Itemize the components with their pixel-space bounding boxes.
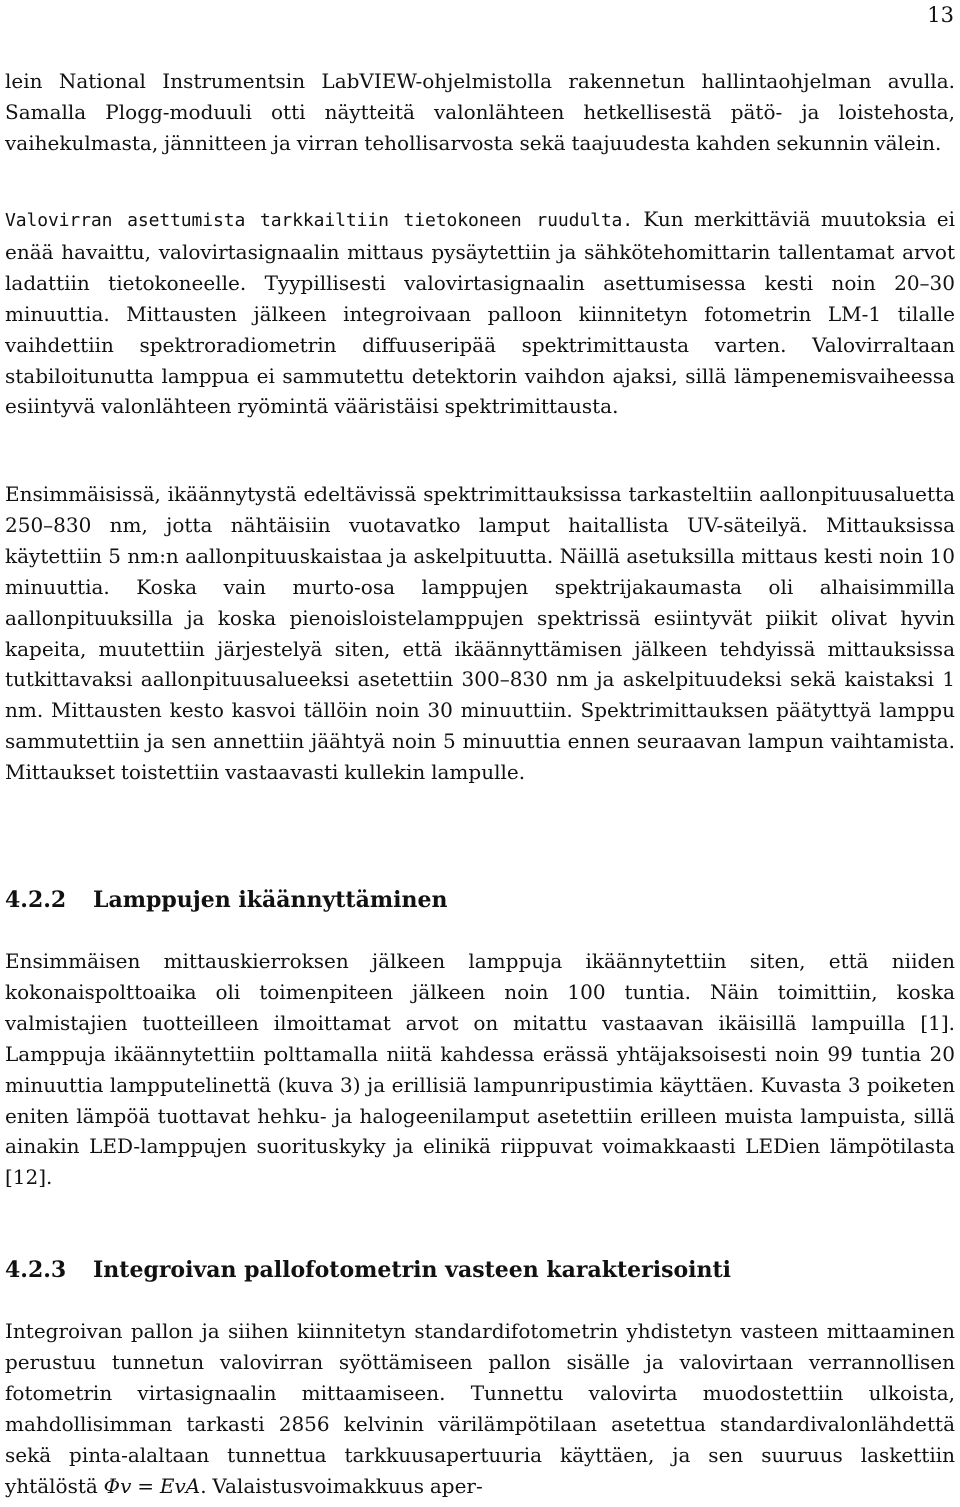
monospace-sentence: Valovirran asettumista tarkkailtiin tietokoneen ruudulta. [5,210,634,231]
paragraph-sphere-text: Integroivan pallon ja siihen kiinnitetyn standardifotometrin yhdistetyn vasteen mittaaminen perustuu tunnetun valovirran syöttämiseen pallon sisälle ja valovirtaan verrannollisen fotometrin virtasignaalin mittaamiseen. Tunnettu valovirta muodostettiin ulkoista, mahdollisimman tarkasti 2856 kelvinin värilämpötilaan asetettua standardivalonlähdettä sekä pinta-alaltaan tunnettua tarkkuusapertuuria käyttäen, ja sen suuruus laskettiin yhtälöstä [5,1319,955,1498]
section-heading-4-2-3 [5,1255,731,1285]
formula: Φv = EvA [103,1473,201,1498]
paragraph-sphere-response [5,1316,955,1501]
paragraph-settling [5,204,955,422]
section-number: 4.2.3 [5,1257,67,1283]
section-heading-4-2-2 [5,885,447,915]
paragraph-sphere-tail: . Valaistusvoimakkuus aper- [200,1473,483,1498]
page-number: 13 [927,3,954,27]
section-number: 4.2.2 [5,887,67,913]
paragraph-aging: Ensimmäisen mittauskierroksen jälkeen lamppuja ikäännytettiin siten, että niiden kokonaispolttoaika oli toimenpiteen jälkeen noin 100 tuntia. Näin toimittiin, koska valmistajien tuotteilleen ilmoittamat arvot on mitattu vastaavan ikäisillä lampuilla [1]. Lamppuja ikäännytettiin polttamalla niitä kahdessa erässä yhtäjaksoisesti noin 99 tuntia 20 minuuttia lampputelinettä (kuva 3) ja erillisiä lampunripustimia käyttäen. Kuvasta 3 poiketen eniten lämpöä tuottavat hehku- ja halogeenilamput asetettiin erilleen muista lampuista, sillä ainakin LED-lamppujen suorituskyky ja elinikä riippuvat voimakkaasti LEDien lämpötilasta [12]. [5,949,955,1190]
paragraph-labview: lein National Instrumentsin LabVIEW-ohjelmistolla rakennetun hallintaohjelman avulla. Samalla Plogg-moduuli otti näytteitä valonlähteen hetkellisestä pätö- ja loistehosta, vaihekulmasta, jännitteen ja virran tehollisarvosta sekä taajuudesta kahden sekunnin välein. [5,69,955,155]
section-title: Integroivan pallofotometrin vasteen karakterisointi [93,1257,732,1283]
section-title: Lamppujen ikäännyttäminen [93,887,448,913]
paragraph-settling-rest: Kun merkittäviä muutoksia ei enää havaittu, valovirtasignaalin mittaus pysäytettiin ja sähkötehomittarin tallentamat arvot ladattiin tietokoneelle. Tyypillisesti valovirtasignaalin asettumisessa kesti noin 20–30 minuuttia. Mittausten jälkeen integroivaan palloon kiinnitetyn fotometrin LM-1 tilalle vaihdettiin spektroradiometrin diffuuseripää spektrimittausta varten. Valovirraltaan stabiloitunutta lamppua ei sammutettu detektorin vaihdon ajaksi, sillä lämpenemisvaiheessa esiintyvä valonlähteen ryömintä vääristäisi spektrimittausta. [5,207,955,419]
paragraph-spectral-measurements: Ensimmäisissä, ikäännytystä edeltävissä spektrimittauksissa tarkasteltiin aallonpituusaluetta 250–830 nm, jotta nähtäisiin vuotavatko lamput haitallista UV-säteilyä. Mittauksissa käytettiin 5 nm:n aallonpituuskaistaa ja askelpituutta. Näillä asetuksilla mittaus kesti noin 10 minuuttia. Koska vain murto-osa lamppujen spektrijakaumasta oli alhaisimmilla aallonpituuksilla ja koska pienoisloistelamppujen spektrissä esiintyvät piikit olivat hyvin kapeita, muutettiin järjestelyä siten, että ikäännyttämisen jälkeen tehdyissä mittauksissa tutkittavaksi aallonpituusalueeksi asetettiin 300–830 nm ja askelpituudeksi sekä kaistaksi 1 nm. Mittausten kesto kasvoi tällöin noin 30 minuuttiin. Spektrimittauksen päätyttyä lamppu sammutettiin ja sen annettiin jäähtyä noin 5 minuuttia ennen seuraavan lampun vaihtamista. Mittaukset toistettiin vastaavasti kullekin lampulle. [5,482,955,785]
